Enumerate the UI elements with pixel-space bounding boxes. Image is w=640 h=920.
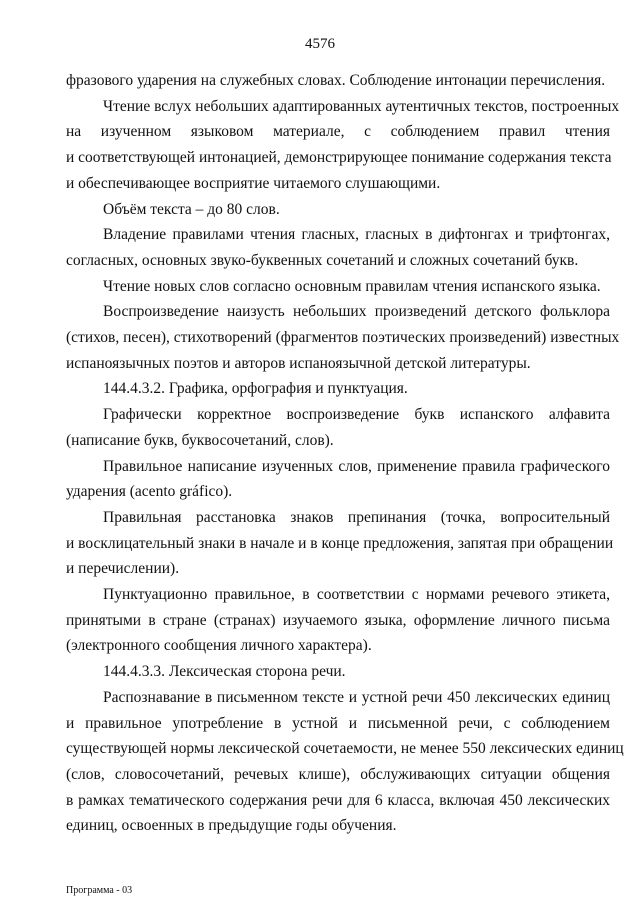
text-line: Чтение вслух небольших адаптированных аутентичных текстов, построенных xyxy=(103,97,620,115)
text-line: согласных, основных звуко-буквенных сочетаний и сложных сочетаний букв. xyxy=(66,251,579,269)
text-line: Воспроизведение наизусть небольших произведений детского фольклора xyxy=(103,303,610,321)
text-line: испаноязычных поэтов и авторов испаноязычной детской литературы. xyxy=(66,354,531,372)
text-line: Графически корректное воспроизведение букв испанского алфавита xyxy=(103,406,610,424)
text-line: Распознавание в письменном тексте и устной речи 450 лексических единиц xyxy=(103,688,610,706)
text-line: принятыми в стране (странах) изучаемого языка, оформление личного письма xyxy=(66,611,610,629)
text-line: Пунктуационно правильное, в соответствии с нормами речевого этикета, xyxy=(103,586,610,604)
text-line: существующей нормы лексической сочетаемости, не менее 550 лексических единиц xyxy=(66,740,624,758)
footer-label: Программа - 03 xyxy=(66,885,133,896)
text-line: фразового ударения на служебных словах. Соблюдение интонации перечисления. xyxy=(66,72,606,89)
text-line: Правильное написание изученных слов, применение правила графического xyxy=(103,457,610,475)
text-line: и перечислении). xyxy=(66,560,180,578)
text-line: в рамках тематического содержания речи для 6 класса, включая 450 лексических xyxy=(66,791,610,809)
text-line: Объём текста – до 80 слов. xyxy=(103,200,280,218)
text-line: и правильное употребление в устной и письменной речи, с соблюдением xyxy=(66,714,610,732)
text-line: ударения (acento gráfico). xyxy=(66,483,233,501)
section-heading: 144.4.3.3. Лексическая сторона речи. xyxy=(103,663,346,681)
text-line: (слов, словосочетаний, речевых клише), обслуживающих ситуации общения xyxy=(66,765,610,783)
section-heading: 144.4.3.2. Графика, орфография и пунктуация. xyxy=(103,380,408,398)
text-line: Чтение новых слов согласно основным правилам чтения испанского языка. xyxy=(103,277,601,295)
text-line: и восклицательный знаки в начале и в конце предложения, запятая при обращении xyxy=(66,534,614,552)
document-body xyxy=(66,68,624,839)
text-line: (написание букв, буквосочетаний, слов). xyxy=(66,431,334,449)
text-line: на изученном языковом материале, с соблюдением правил чтения xyxy=(66,123,610,141)
text-line: и обеспечивающее восприятие читаемого слушающими. xyxy=(66,174,441,192)
page-number: 4576 xyxy=(305,36,335,52)
text-line: Правильная расстановка знаков препинания (точка, вопросительный xyxy=(103,508,610,526)
text-line: единиц, освоенных в предыдущие годы обучения. xyxy=(66,817,397,835)
text-line: Владение правилами чтения гласных, гласных в дифтонгах и трифтонгах, xyxy=(103,226,610,244)
text-line: (электронного сообщения личного характера). xyxy=(66,637,372,655)
text-line: (стихов, песен), стихотворений (фрагментов поэтических произведений) известных xyxy=(66,329,620,347)
text-line: и соответствующей интонацией, демонстрирующее понимание содержания текста xyxy=(66,149,612,167)
